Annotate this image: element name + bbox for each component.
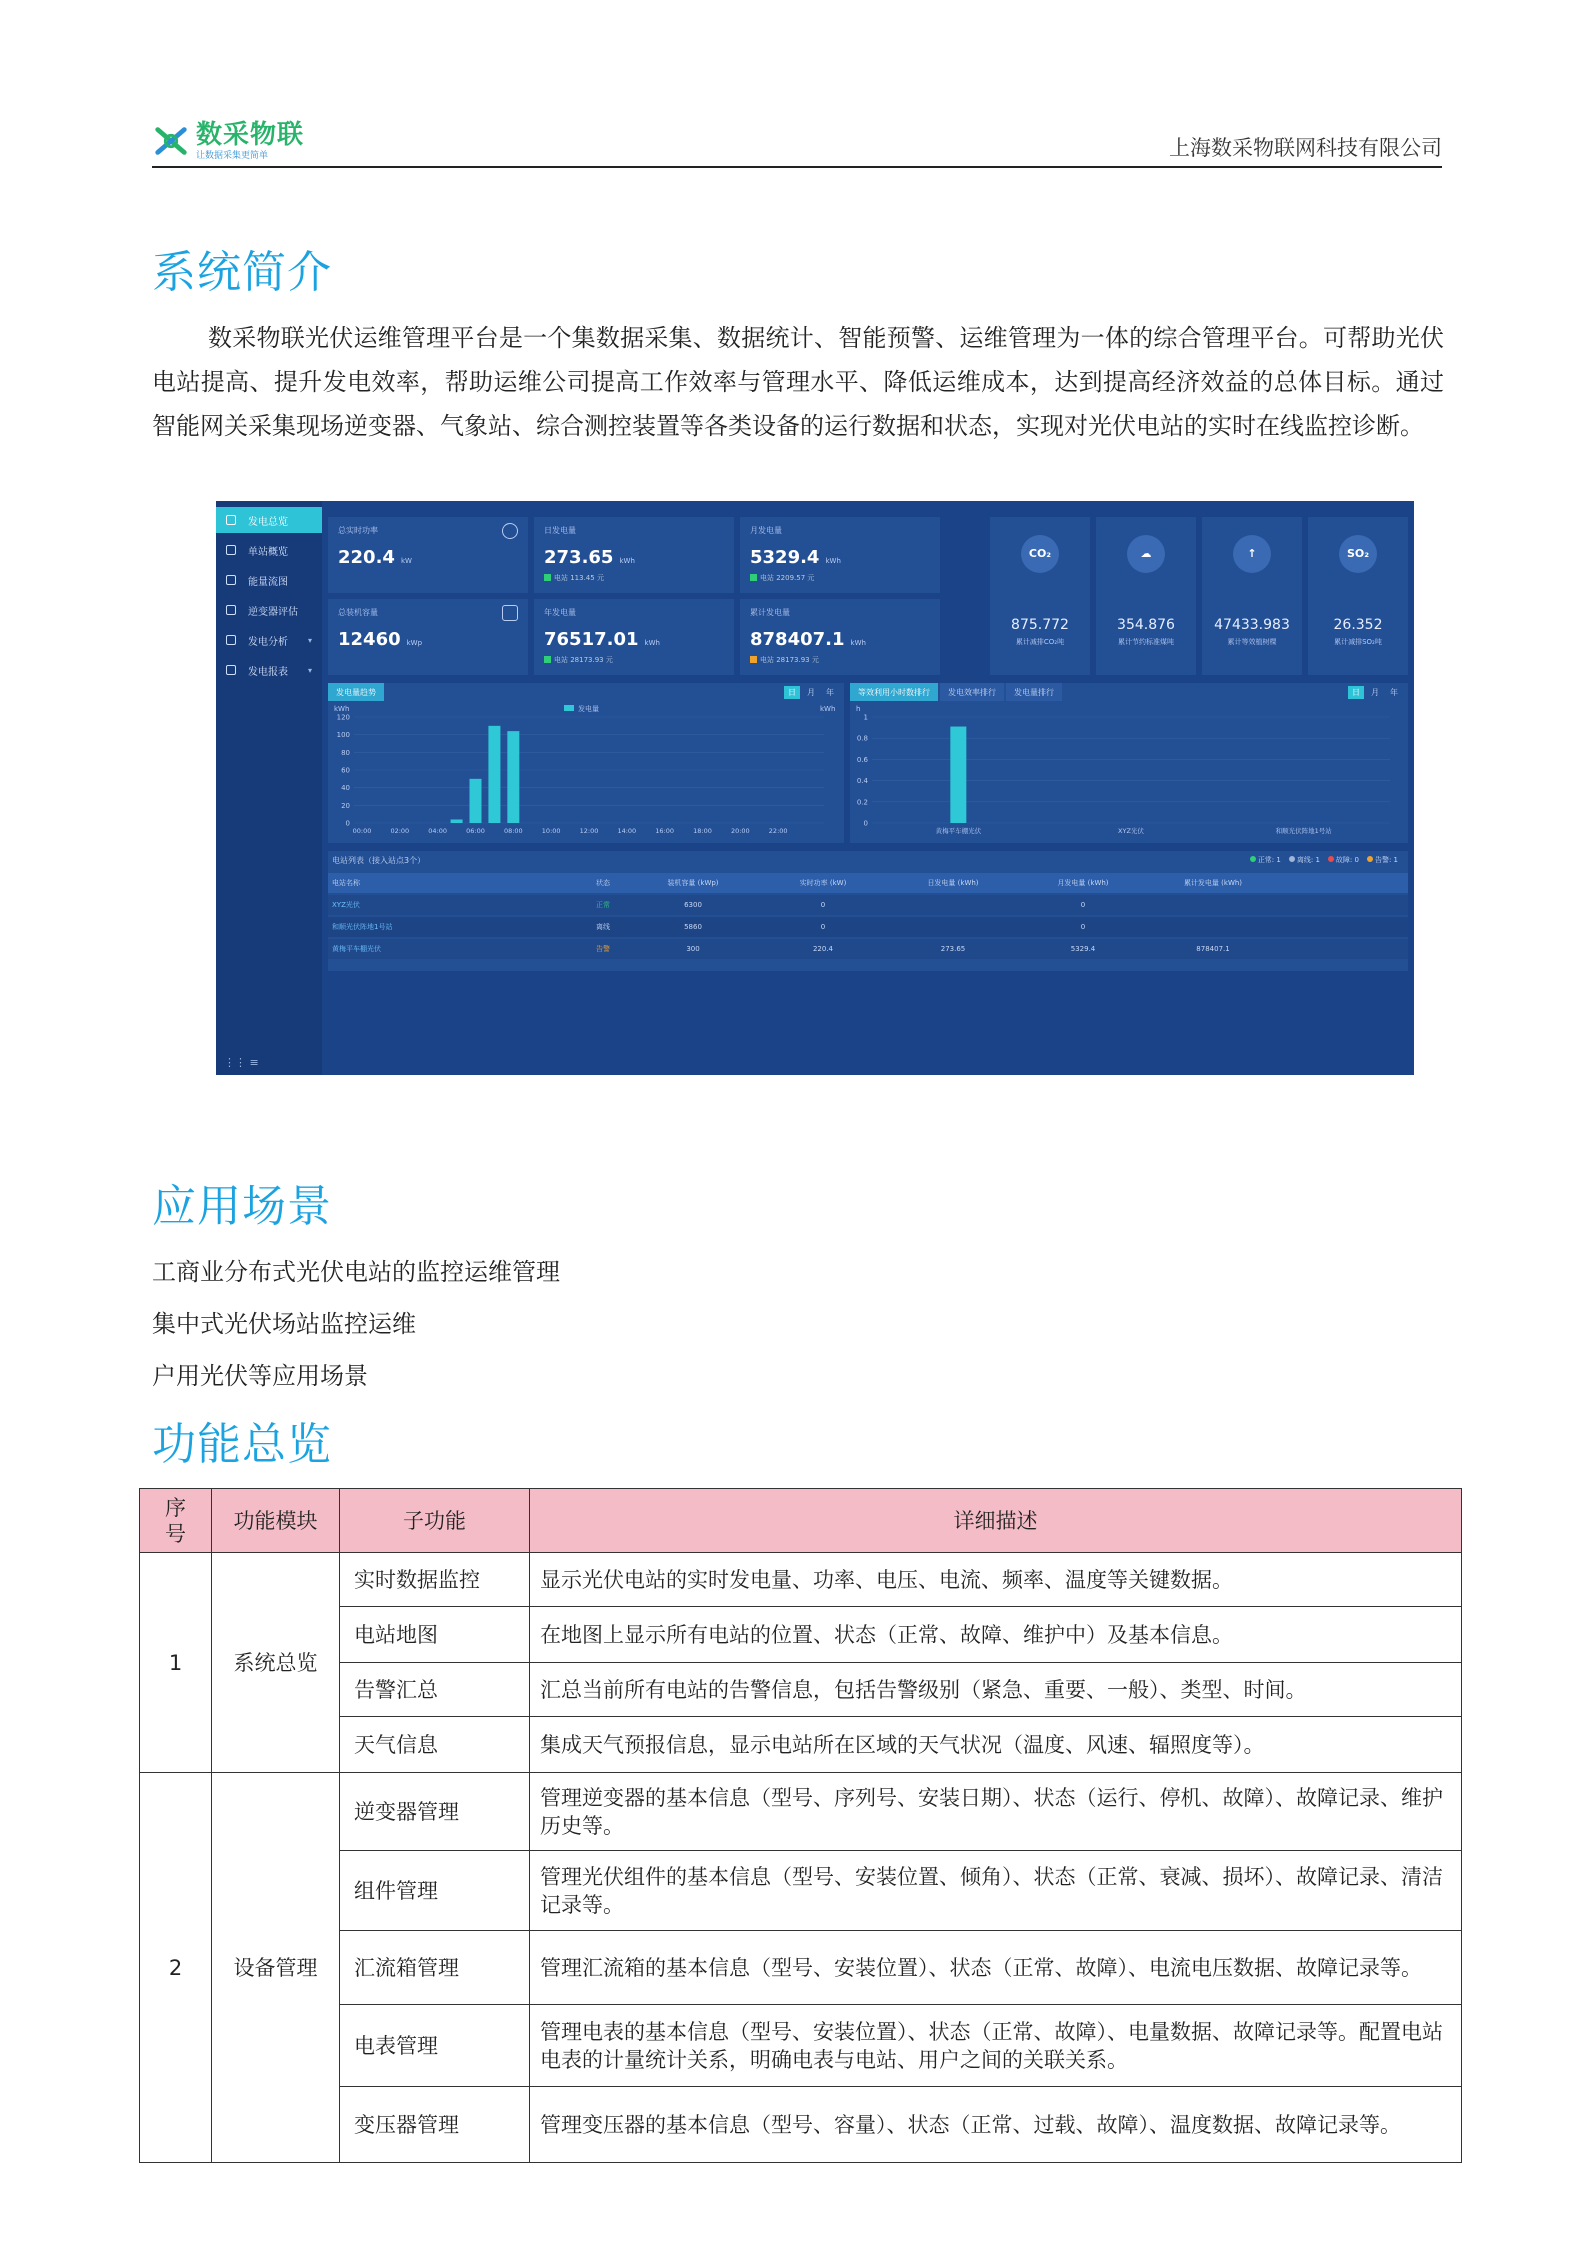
y-tick-label: 0.8 <box>856 734 868 743</box>
company-logo <box>152 118 304 164</box>
legend-text: 故障: 0 <box>1335 856 1359 864</box>
y-tick-label: 80 <box>341 748 350 757</box>
range-month-button[interactable]: 月 <box>807 688 815 697</box>
env-card <box>990 517 1090 675</box>
y-tick-label: 0.6 <box>856 755 868 764</box>
table-title: 电站列表（接入站点3个） <box>332 856 426 865</box>
table-row[interactable] <box>328 895 1408 915</box>
x-tick-label: 22:00 <box>768 827 788 835</box>
coal-icon: ☁ <box>1127 535 1165 573</box>
y-axis-unit-right: kWh <box>820 705 836 713</box>
sub-function: 汇流箱管理 <box>340 1931 530 2005</box>
range-day-button[interactable]: 日 <box>784 686 800 699</box>
header-text: 序 <box>165 1495 186 1520</box>
y-tick-label: 0.4 <box>856 777 868 786</box>
chart-icon <box>226 635 236 645</box>
table-cell: 878407.1 <box>1196 945 1230 953</box>
metric-unit: kWh <box>644 639 660 647</box>
metric-number: 220.4 <box>338 547 395 568</box>
metric-number: 273.65 <box>544 547 614 568</box>
dot-icon <box>1289 856 1295 862</box>
metric-sub <box>544 573 604 583</box>
y-axis-unit: h <box>856 705 861 713</box>
column-header-no <box>140 1489 212 1553</box>
table-header-row <box>328 873 1408 893</box>
metric-card <box>328 517 528 593</box>
gear-icon <box>226 515 236 525</box>
sub-function: 告警汇总 <box>340 1663 530 1717</box>
table-cell: 273.65 <box>940 945 966 953</box>
dashboard-sidebar <box>216 501 322 1075</box>
env-card <box>1308 517 1408 675</box>
status-legend <box>1250 855 1398 865</box>
section-title-features: 功能总览 <box>152 1419 332 1470</box>
y-tick-label: 60 <box>341 766 350 775</box>
column-header: 状态 <box>596 879 610 887</box>
intro-paragraph: 数采物联光伏运维管理平台是一个集数据采集、数据统计、智能预警、运维管理为一体的综合管理平台。可帮助光伏电站提高、提升发电效率，帮助运维公司提高工作效率与管理水平、降低运维成本，达到提高经济效益的总体目标。通过智能网关采集现场逆变器、气象站、综合测控装置等各类设备的运行数据和状态，实现对光伏电站的实时在线监控诊断。 <box>152 324 1444 440</box>
chevron-down-icon: ▾ <box>307 665 312 675</box>
metric-unit: kW <box>400 557 412 565</box>
metric-value <box>544 629 660 650</box>
logo-slogan: 让数据采集更简单 <box>196 150 269 161</box>
table-cell: 5860 <box>684 923 702 931</box>
column-header: 月发电量 (kWh) <box>1057 879 1109 887</box>
env-label: 累计等效植树棵 <box>1227 638 1277 646</box>
y-axis-unit: kWh <box>334 705 350 713</box>
group-no: 2 <box>140 1773 212 2163</box>
description: 在地图上显示所有电站的位置、状态（正常、故障、维护中）及基本信息。 <box>530 1607 1462 1663</box>
tab-efficiency-ranking[interactable]: 发电效率排行 <box>940 683 1004 701</box>
x-tick-label: 00:00 <box>352 827 372 835</box>
legend-alarm <box>1367 855 1398 865</box>
sub-function: 实时数据监控 <box>340 1553 530 1607</box>
x-tick-label: 18:00 <box>693 827 712 835</box>
legend-fault <box>1328 855 1359 865</box>
scene-item: 户用光伏等应用场景 <box>152 1362 368 1390</box>
sidebar-item-label: 发电分析 <box>248 636 288 648</box>
x-tick-label: 02:00 <box>390 827 410 835</box>
sidebar-item-label: 发电总览 <box>248 516 288 528</box>
y-tick-label: 0.2 <box>856 798 868 807</box>
sub-function: 逆变器管理 <box>340 1773 530 1851</box>
table-cell: 0 <box>1080 901 1086 909</box>
station-name[interactable]: XYZ光伏 <box>332 901 360 909</box>
legend-text: 正常: 1 <box>1257 856 1281 864</box>
sidebar-item-label: 发电报表 <box>248 666 288 678</box>
table-row <box>140 1553 1462 1607</box>
metric-label: 月发电量 <box>750 526 782 535</box>
tab-output-ranking[interactable]: 发电量排行 <box>1006 683 1062 701</box>
range-month-button[interactable]: 月 <box>1371 688 1379 697</box>
env-value: 875.772 <box>1011 617 1069 633</box>
column-header-sub: 子功能 <box>340 1489 530 1553</box>
legend-normal <box>1250 855 1281 865</box>
description: 显示光伏电站的实时发电量、功率、电压、电流、频率、温度等关键数据。 <box>530 1553 1462 1607</box>
metric-number: 76517.01 <box>544 629 639 650</box>
metric-unit: kWh <box>825 557 841 565</box>
station-name[interactable]: 黄梅平车棚光伏 <box>332 945 381 953</box>
metric-unit: kWh <box>619 557 635 565</box>
column-header-desc: 详细描述 <box>530 1489 1462 1553</box>
x-tick-label: 黄梅平车棚光伏 <box>935 827 982 835</box>
group-module: 设备管理 <box>212 1773 340 2163</box>
sub-function: 变压器管理 <box>340 2087 530 2163</box>
metric-value <box>750 547 841 568</box>
tab-hours-ranking[interactable]: 等效利用小时数排行 <box>850 683 938 701</box>
tree-icon: ↑ <box>1233 535 1271 573</box>
x-tick-label: 20:00 <box>730 827 750 835</box>
legend-label: 发电量 <box>578 705 599 713</box>
x-tick-label: 16:00 <box>655 827 675 835</box>
metric-card <box>534 517 734 593</box>
description: 管理逆变器的基本信息（型号、序列号、安装日期）、状态（运行、停机、故障）、故障记录、维护历史等。 <box>530 1773 1462 1851</box>
scene-item: 工商业分布式光伏电站的监控运维管理 <box>152 1258 560 1286</box>
sidebar-item-station[interactable] <box>216 537 322 563</box>
group-no: 1 <box>140 1553 212 1773</box>
power-icon <box>502 523 518 539</box>
y-tick-label: 100 <box>336 731 350 740</box>
x-tick-label: 04:00 <box>428 827 448 835</box>
sub-function: 天气信息 <box>340 1717 530 1773</box>
column-header: 累计发电量 (kWh) <box>1183 879 1243 887</box>
description: 汇总当前所有电站的告警信息，包括告警级别（紧急、重要、一般）、类型、时间。 <box>530 1663 1462 1717</box>
menu-toggle-icon[interactable]: ⋮⋮ ≡ <box>224 1056 259 1069</box>
home-icon <box>226 545 236 555</box>
table-cell: 6300 <box>684 901 702 909</box>
table-cell: 5329.4 <box>1070 945 1096 953</box>
description: 管理汇流箱的基本信息（型号、安装位置）、状态（正常、故障）、电流电压数据、故障记录等。 <box>530 1931 1462 2005</box>
x-tick-label: 06:00 <box>466 827 485 835</box>
metric-value <box>338 629 422 650</box>
sidebar-item-inverter[interactable] <box>216 597 322 623</box>
metric-number: 5329.4 <box>750 547 820 568</box>
legend-text: 离线: 1 <box>1296 856 1320 864</box>
y-tick-label: 40 <box>341 784 350 793</box>
table-cell: 300 <box>686 945 700 953</box>
dashboard-screenshot <box>216 501 1414 1075</box>
status-tag <box>750 574 757 581</box>
metric-value <box>544 547 635 568</box>
table-icon <box>226 665 236 675</box>
env-card <box>1202 517 1302 675</box>
chart-bar <box>507 731 519 823</box>
legend-swatch <box>564 705 574 711</box>
x-tick-label: XYZ光伏 <box>1118 827 1144 835</box>
co2-icon: CO₂ <box>1021 535 1059 573</box>
range-year-button[interactable]: 年 <box>826 688 834 697</box>
section-title-scenes: 应用场景 <box>152 1181 332 1232</box>
table-row[interactable] <box>328 917 1408 937</box>
dot-icon <box>1367 856 1373 862</box>
description: 集成天气预报信息，显示电站所在区域的天气状况（温度、风速、辐照度等）。 <box>530 1717 1462 1773</box>
metric-sub-text: 电站 113.45 元 <box>554 574 604 582</box>
ranking-chart <box>850 701 1408 843</box>
column-header: 实时功率 (kW) <box>799 879 847 887</box>
metric-number: 12460 <box>338 629 401 650</box>
sub-function: 电表管理 <box>340 2005 530 2087</box>
calendar-icon <box>502 605 518 621</box>
column-header-module: 功能模块 <box>212 1489 340 1553</box>
sidebar-item-label: 能量流图 <box>248 576 288 588</box>
sidebar-item-label: 单站概览 <box>248 546 288 558</box>
trend-chart <box>328 701 844 843</box>
env-label: 累计减排SO₂吨 <box>1334 638 1382 646</box>
metric-label: 日发电量 <box>544 526 576 535</box>
dot-icon <box>1250 856 1256 862</box>
metric-card <box>534 599 734 675</box>
y-tick-label: 120 <box>336 713 350 722</box>
range-year-button[interactable]: 年 <box>1390 688 1398 697</box>
feature-table-header <box>140 1489 1462 1553</box>
header-text: 号 <box>165 1521 186 1546</box>
sidebar-item-report[interactable] <box>216 657 322 683</box>
metric-card <box>740 599 940 675</box>
metric-unit: kWp <box>406 639 423 647</box>
column-header: 日发电量 (kWh) <box>927 879 979 887</box>
feature-table <box>139 1488 1462 2163</box>
metric-value <box>750 629 866 650</box>
chart-panel-trend <box>328 683 844 843</box>
metric-label: 总实时功率 <box>338 526 378 535</box>
scene-item: 集中式光伏场站监控运维 <box>152 1310 416 1338</box>
metric-card <box>328 599 528 675</box>
x-tick-label: 14:00 <box>617 827 637 835</box>
metric-value <box>338 547 412 568</box>
x-tick-label: 12:00 <box>579 827 599 835</box>
chart-bar <box>451 819 463 823</box>
sidebar-item-energy-flow[interactable] <box>216 567 322 593</box>
group-module: 系统总览 <box>212 1553 340 1773</box>
station-status: 离线 <box>596 923 610 931</box>
metric-sub-text: 电站 28173.93 元 <box>760 656 819 664</box>
column-header: 电站名称 <box>332 879 360 887</box>
y-tick-label: 0 <box>345 819 350 828</box>
metric-sub-text: 电站 28173.93 元 <box>554 656 613 664</box>
so2-icon: SO₂ <box>1339 535 1377 573</box>
y-tick-label: 1 <box>863 713 868 722</box>
table-row[interactable] <box>328 939 1408 959</box>
chart-bar <box>488 726 500 823</box>
legend-text: 告警: 1 <box>1374 856 1398 864</box>
metric-sub <box>750 573 814 583</box>
y-tick-label: 20 <box>341 801 350 810</box>
metric-unit: kWh <box>850 639 866 647</box>
sidebar-item-analysis[interactable] <box>216 627 322 653</box>
sub-function: 组件管理 <box>340 1851 530 1931</box>
table-cell: 0 <box>820 901 826 909</box>
settings-icon <box>226 605 236 615</box>
metric-card <box>740 517 940 593</box>
description: 管理光伏组件的基本信息（型号、安装位置、倾角）、状态（正常、衰减、损坏）、故障记录、清洁记录等。 <box>530 1851 1462 1931</box>
chart-panel-ranking <box>850 683 1408 843</box>
env-value: 354.876 <box>1117 617 1175 633</box>
env-value: 47433.983 <box>1214 617 1290 633</box>
sub-function: 电站地图 <box>340 1607 530 1663</box>
station-status: 正常 <box>596 901 610 909</box>
page-header <box>152 112 1442 168</box>
env-card <box>1096 517 1196 675</box>
x-tick-label: 和顺光伏阵地1号站 <box>1275 827 1332 835</box>
table-cell: 0 <box>820 923 826 931</box>
env-value: 26.352 <box>1333 617 1383 633</box>
status-tag <box>750 656 757 663</box>
company-name: 上海数采物联网科技有限公司 <box>1169 136 1442 160</box>
chart-bar <box>470 779 482 823</box>
flow-icon <box>226 575 236 585</box>
metric-sub <box>750 655 819 665</box>
x-tick-label: 08:00 <box>503 827 523 835</box>
logo-name: 数采物联 <box>196 119 305 150</box>
status-tag <box>544 656 551 663</box>
chevron-down-icon: ▾ <box>307 635 312 645</box>
status-tag <box>544 574 551 581</box>
x-tick-label: 10:00 <box>541 827 561 835</box>
metric-sub <box>544 655 613 665</box>
station-status: 告警 <box>596 945 610 953</box>
chart-bar <box>950 727 966 823</box>
station-name[interactable]: 和顺光伏阵地1号站 <box>332 923 393 931</box>
description: 管理电表的基本信息（型号、安装位置）、状态（正常、故障）、电量数据、故障记录等。配置电站电表的计量统计关系，明确电表与电站、用户之间的关联关系。 <box>530 2005 1462 2087</box>
table-cell: 0 <box>1080 923 1086 931</box>
env-label: 累计减排CO₂吨 <box>1015 638 1065 646</box>
sidebar-item-overview[interactable] <box>216 507 322 533</box>
dot-icon <box>1328 856 1334 862</box>
metric-sub-text: 电站 2209.57 元 <box>760 574 815 582</box>
column-header: 装机容量 (kWp) <box>667 879 719 887</box>
tab-trend[interactable]: 发电量趋势 <box>328 683 384 701</box>
metric-number: 878407.1 <box>750 629 845 650</box>
metric-label: 累计发电量 <box>750 608 790 617</box>
sidebar-item-label: 逆变器评估 <box>248 606 298 618</box>
section-title-intro: 系统简介 <box>152 247 332 298</box>
env-label: 累计节约标准煤吨 <box>1118 638 1174 646</box>
metric-label: 总装机容量 <box>338 608 378 617</box>
legend-offline <box>1289 855 1320 865</box>
range-day-button[interactable]: 日 <box>1348 686 1364 699</box>
logo-icon <box>152 122 190 160</box>
table-row <box>140 1773 1462 1851</box>
station-table <box>328 851 1408 971</box>
y-tick-label: 0 <box>863 819 868 828</box>
description: 管理变压器的基本信息（型号、容量）、状态（正常、过载、故障）、温度数据、故障记录等。 <box>530 2087 1462 2163</box>
metric-label: 年发电量 <box>544 608 576 617</box>
table-cell: 220.4 <box>812 945 834 953</box>
